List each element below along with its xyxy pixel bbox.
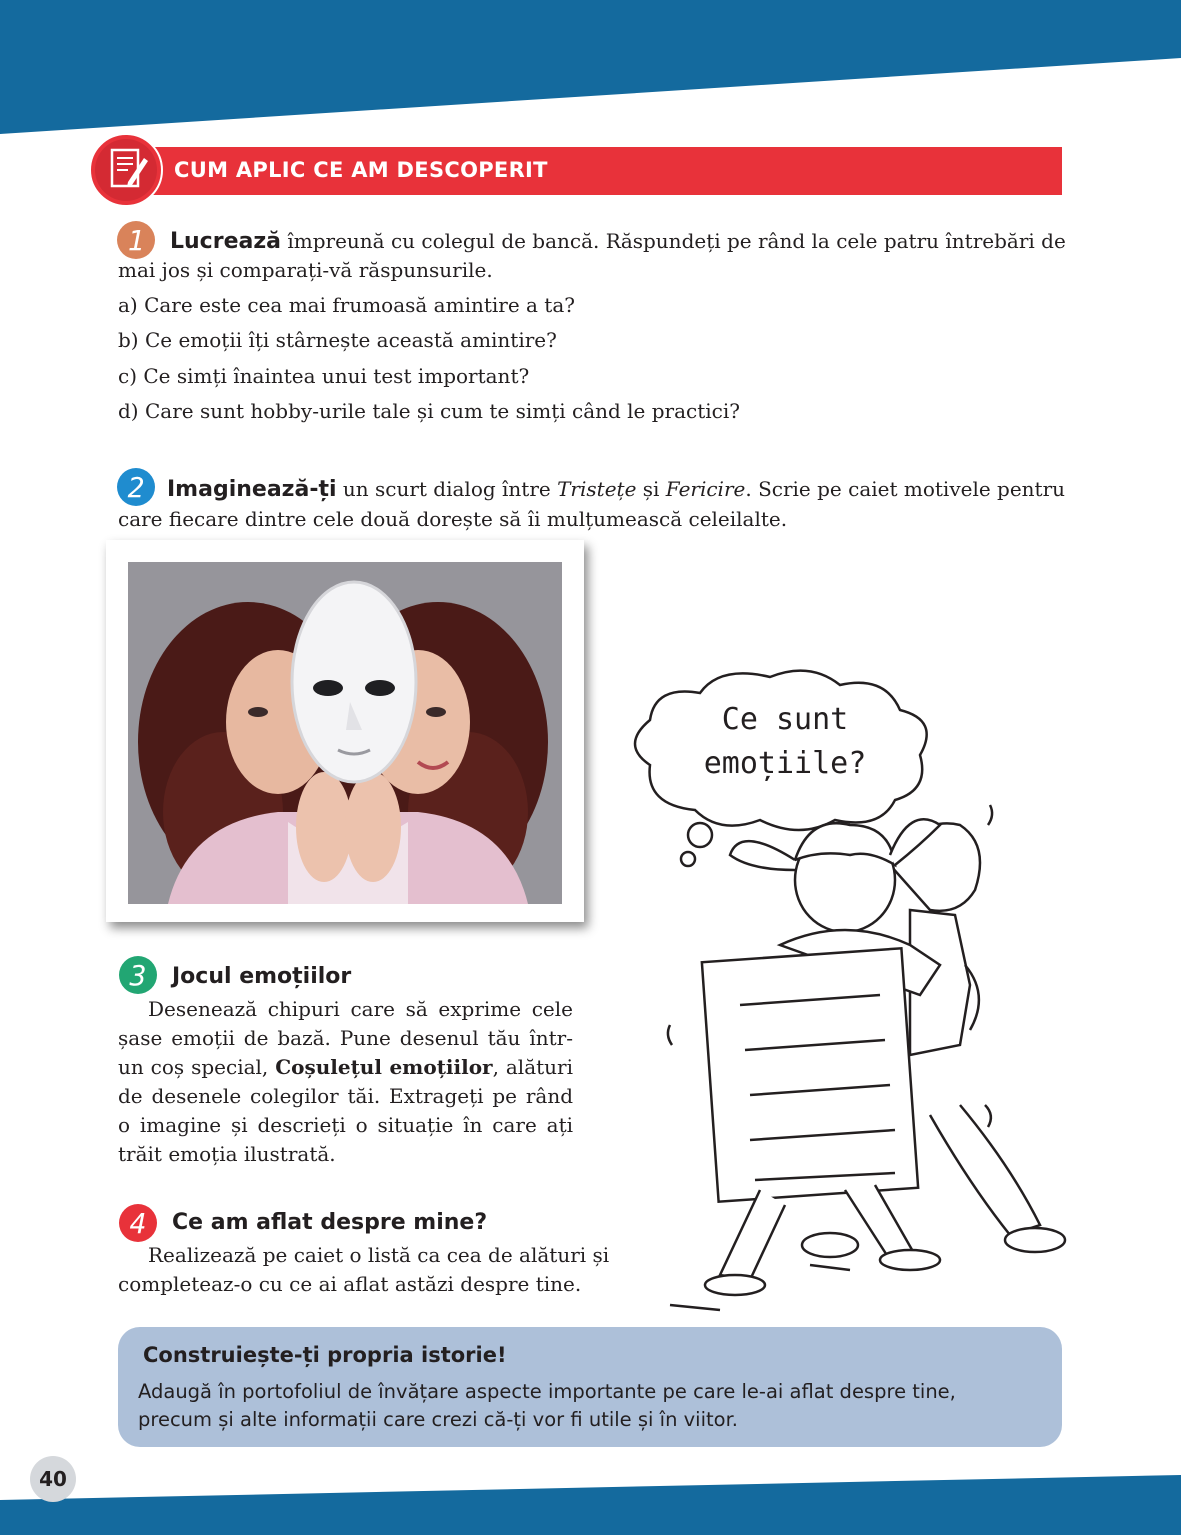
top-decorative-band <box>0 0 1181 140</box>
exercise-1-item-c: c) Ce simți înaintea unui test important? <box>118 364 530 388</box>
page-number: 40 <box>39 1467 67 1491</box>
exercise-4-badge <box>118 1203 158 1243</box>
exercise-4-line1: Realizează pe caiet o listă ca cea de alături și <box>148 1243 610 1267</box>
exercise-1-badge <box>116 220 156 260</box>
girl-with-mask-photo <box>128 562 562 904</box>
exercise-4-title: Ce am aflat despre mine? <box>172 1210 488 1235</box>
exercise-2-keyword: Imaginează-ți <box>167 477 337 502</box>
exercise-1-intro-line2: mai jos și comparați-vă răspunsurile. <box>118 258 493 282</box>
info-box-text: Adaugă în portofoliul de învățare aspecte importante pe care le-ai aflat despre tine, precum și alte informații care crezi că-ți vor fi utile și în viitor. <box>138 1380 956 1431</box>
exercise-1-item-d: d) Care sunt hobby-urile tale și cum te simți când le practici? <box>118 399 740 423</box>
exercise-2-intro-line1: Imaginează-ți un scurt dialog între Tristețe și Fericire. Scrie pe caiet motivele pentru <box>167 477 1066 502</box>
exercise-1-number: 1 <box>127 224 145 257</box>
exercise-3-title: Jocul emoțiilor <box>172 964 352 989</box>
exercise-3-number: 3 <box>129 959 147 992</box>
photo-frame <box>106 540 584 922</box>
bottom-decorative-band <box>0 1470 1181 1535</box>
exercise-1-keyword: Lucrează <box>170 229 281 254</box>
exercise-2-badge <box>116 467 156 507</box>
exercise-3-text: Desenează chipuri care să exprime cele șase emoții de bază. Pune desenul tău într-un coș special, Coșulețul emoțiilor, alături de desenele colegilor tăi. Extrageți pe rând o imagine și descrieți o situație în care ați trăit emoția ilustrată. <box>118 997 573 1166</box>
exercise-4-line2: completeaz-o cu ce ai aflat astăzi despre tine. <box>118 1272 582 1296</box>
exercise-1-item-a: a) Care este cea mai frumoasă amintire a ta? <box>118 293 575 317</box>
info-box-title: Construiește-ți propria istorie! <box>143 1343 507 1367</box>
exercise-1-intro-line1: Lucrează împreună cu colegul de bancă. Răspundeți pe rând la cele patru întrebări de <box>170 229 1066 254</box>
exercise-4-number: 4 <box>129 1207 147 1240</box>
exercise-3-badge <box>118 955 158 995</box>
thought-bubble-text: Ce sunt emoțiile? <box>703 702 867 781</box>
exercise-2-intro-line2: care fiecare dintre cele două dorește să îi mulțumească celeilalte. <box>118 507 788 531</box>
section-title: CUM APLIC CE AM DESCOPERIT <box>174 158 548 182</box>
exercise-2-number: 2 <box>127 471 145 504</box>
pencil-paper-icon <box>88 132 164 208</box>
exercise-1-item-b: b) Ce emoții îți stârnește această amintire? <box>118 328 557 352</box>
